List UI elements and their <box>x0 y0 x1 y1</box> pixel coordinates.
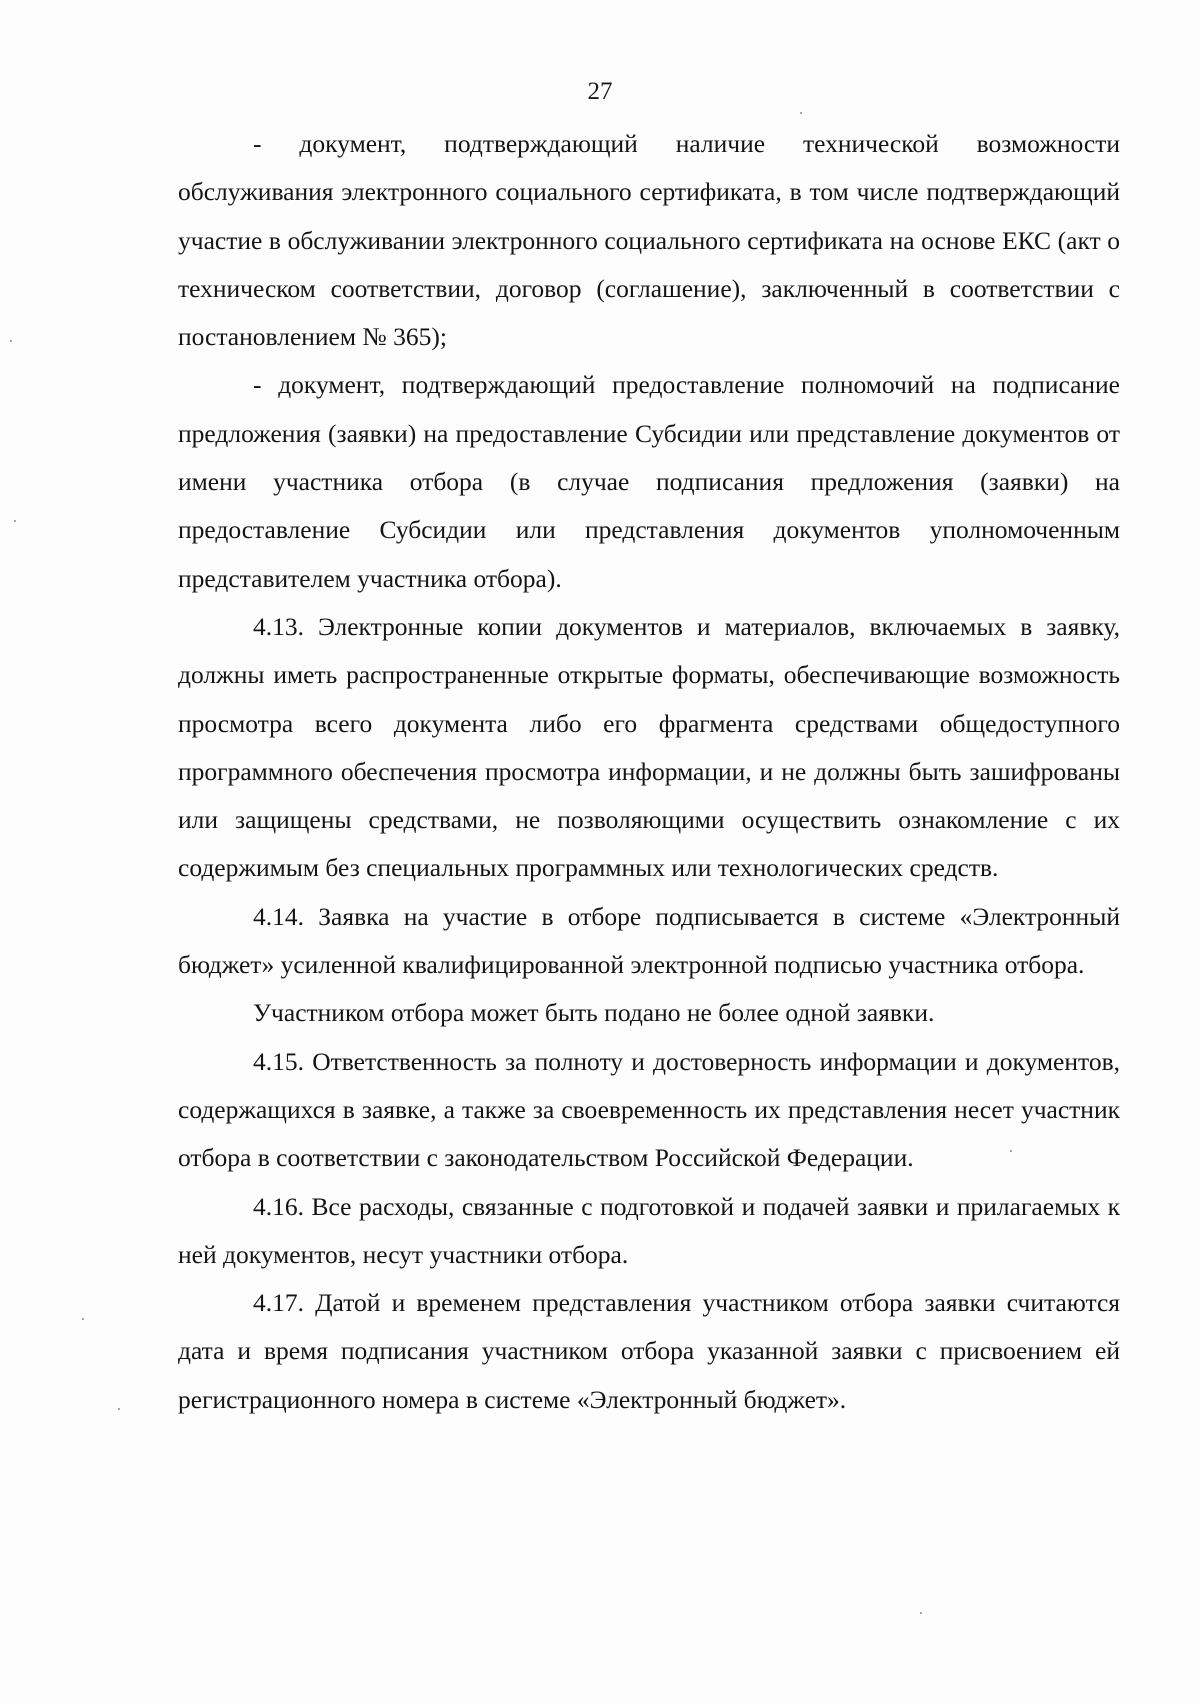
scan-speck <box>1010 1150 1012 1152</box>
scan-speck <box>800 112 802 114</box>
paragraph-authority-document: - документ, подтверждающий предоставление полномочий на подписание предложения (заявки) на предоставление Субсидии или представление документов от имени участника отбора (в случае подписания предложения (заявки) на предоставление Субсидии или представления документов уполномоченным представителем участника отбора). <box>178 370 1120 593</box>
scan-speck <box>82 1318 84 1320</box>
page-number: 27 <box>587 78 613 105</box>
paragraph-4-15: 4.15. Ответственность за полноту и достоверность информации и документов, содержащихся в заявке, а также за своевременность их представления несет участник отбора в соответствии с законодательством Российской Федерации. <box>178 1046 1120 1173</box>
paragraph-4-13: 4.13. Электронные копии документов и материалов, включаемых в заявку, должны иметь распространенные открытые форматы, обеспечивающие возможность просмотра всего документа либо его фрагмента средствами общедоступного программного обеспечения просмотра информации, и не должны быть зашифрованы или защищены средствами, не позволяющими осуществить ознакомление с их содержимым без специальных программных или технологических средств. <box>178 611 1120 883</box>
scan-speck <box>118 1408 120 1410</box>
paragraph-technical-capability-document: - документ, подтверждающий наличие технической возможности обслуживания электронного социального сертификата, в том числе подтверждающий участие в обслуживании электронного социального сертификата на основе ЕКС (акт о техническом соответствии, договор (соглашение), заключенный в соответствии с постановлением № 365); <box>178 129 1120 352</box>
document-body <box>178 120 1120 1424</box>
scan-speck <box>14 520 16 522</box>
paragraph-single-application: Участником отбора может быть подано не более одной заявки. <box>253 998 935 1028</box>
scan-speck <box>10 340 12 342</box>
scan-speck <box>920 1612 922 1614</box>
paragraph-4-16: 4.16. Все расходы, связанные с подготовкой и подачей заявки и прилагаемых к ней документов, несут участники отбора. <box>178 1191 1120 1269</box>
paragraph-4-17: 4.17. Датой и временем представления участником отбора заявки считаются дата и время подписания участником отбора указанной заявки с присвоением ей регистрационного номера в системе «Электронный бюджет». <box>178 1288 1120 1414</box>
paragraph-4-14: 4.14. Заявка на участие в отборе подписывается в системе «Электронный бюджет» усиленной квалифицированной электронной подписью участника отбора. <box>178 901 1120 980</box>
